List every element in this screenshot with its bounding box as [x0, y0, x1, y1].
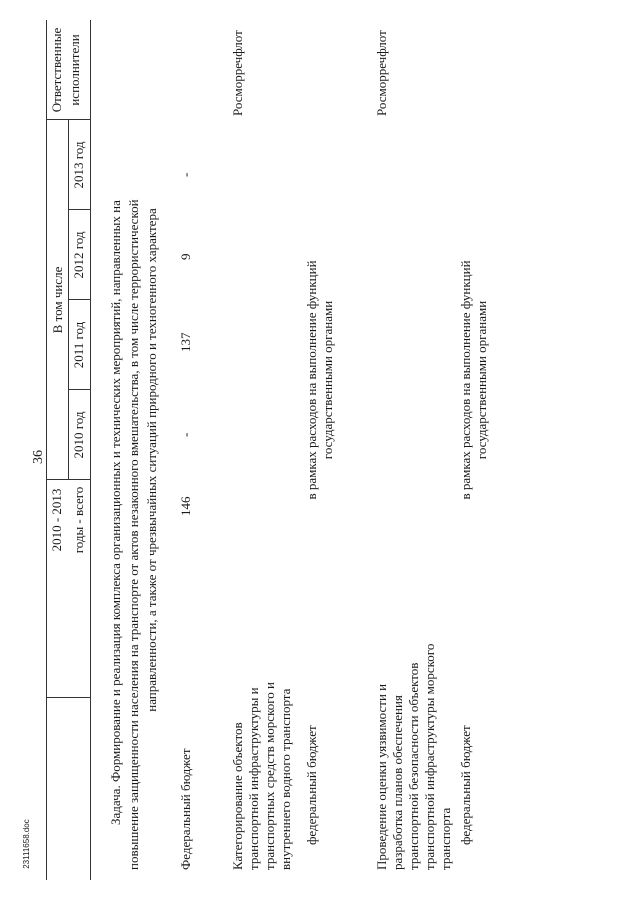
row-assessment-note-2: государственными органами [474, 300, 489, 460]
header-responsible-line1: Ответственные [49, 27, 64, 113]
row-federal-budget-2011: 137 [178, 332, 193, 352]
row-categorization-label-2: транспортной инфраструктуры и [246, 687, 261, 870]
row-categorization-label-3: транспортных средств морского и [262, 682, 277, 870]
col-divider-label [46, 697, 90, 698]
row-federal-budget-label: Федеральный бюджет [178, 748, 193, 870]
header-bottom-rule [90, 20, 91, 880]
header-top-rule [46, 20, 47, 880]
row-assessment-note-1: в рамках расходов на выполнение функций [458, 260, 473, 500]
row-assessment-label-4: транспортной инфраструктуры морского [422, 643, 437, 870]
row-federal-budget-total: 146 [178, 496, 193, 516]
task-line-3: направленности, а также от чрезвычайных ситуаций природного и техногенного характера [144, 208, 159, 712]
footer-filename: 23111658.doc [22, 819, 31, 869]
header-including: В том числе [50, 266, 65, 334]
row-categorization-budget-label: федеральный бюджет [304, 725, 319, 845]
row-assessment-label-3: транспортной безопасности объектов [406, 662, 421, 870]
row-assessment-label-1: Проведение оценки уязвимости и [374, 683, 389, 870]
header-year-2013: 2013 год [71, 141, 86, 189]
task-line-2: повышение защищенности населения на транспорте от актов незаконного вмешательства, в том числе террористической [126, 199, 141, 870]
row-categorization-note-1: в рамках расходов на выполнение функций [304, 260, 319, 500]
row-categorization-label-1: Категорирование объектов [230, 722, 245, 870]
header-period-line1: 2010 - 2013 [49, 488, 64, 552]
row-assessment-label-5: транспорта [438, 807, 453, 870]
header-year-2012: 2012 год [71, 231, 86, 279]
header-year-2011: 2011 год [71, 321, 86, 369]
header-period-line2: годы - всего [71, 486, 86, 554]
year-subheader-rule [68, 120, 69, 480]
row-assessment-label-2: разработка планов обеспечения [390, 695, 405, 870]
row-assessment-responsible: Росморречфлот [374, 30, 389, 116]
row-federal-budget-2010: - [178, 432, 193, 437]
page-number: 36 [31, 450, 46, 464]
row-assessment-budget-label: федеральный бюджет [458, 725, 473, 845]
rotated-table-page [40, 20, 600, 880]
row-federal-budget-2013: - [178, 172, 193, 177]
task-line-1: Задача. Формирование и реализация комплекса организационных и технических мероприятий, направленных на [108, 200, 123, 825]
row-federal-budget-2012: 9 [178, 253, 193, 260]
header-year-2010: 2010 год [71, 411, 86, 459]
row-categorization-label-4: внутреннего водного транспорта [278, 688, 293, 870]
header-responsible-line2: исполнители [67, 34, 82, 106]
row-categorization-note-2: государственными органами [320, 300, 335, 460]
row-categorization-responsible: Росморречфлот [230, 30, 245, 116]
